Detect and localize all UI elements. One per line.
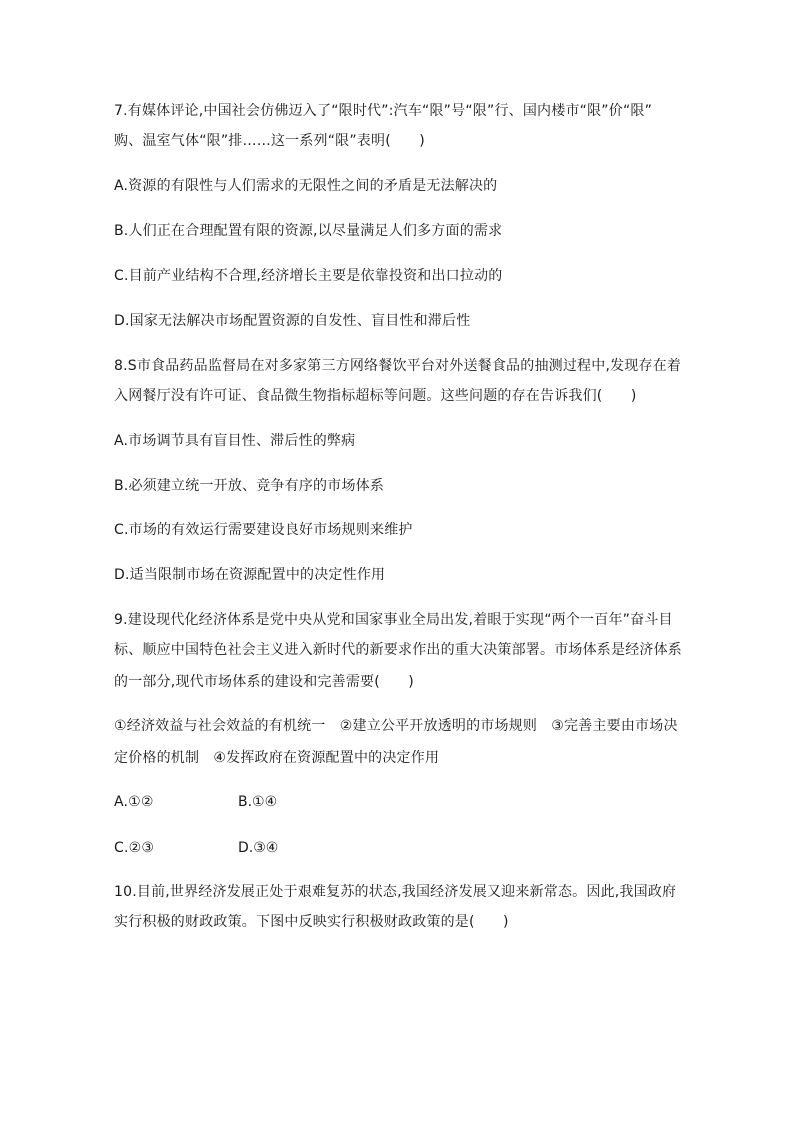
- q8-stem-line-2: 入网餐厅没有许可证、食品微生物指标超标等问题。这些问题的存在告诉我们( ): [114, 388, 637, 404]
- q8-option-d: D.适当限制市场在资源配置中的决定性作用: [114, 567, 386, 583]
- q9-stem-line-3: 的一部分,现代市场体系的建设和完善需要( ): [114, 674, 414, 690]
- q10-stem-line-1: 10.目前,世界经济发展正处于艰难复苏的状态,我国经济发展又迎来新常态。因此,我国政府: [114, 884, 677, 900]
- q7-option-a: A.资源的有限性与人们需求的无限性之间的矛盾是无法解决的: [114, 178, 498, 194]
- q9-option-d: D.③④: [238, 840, 279, 856]
- q10-stem-line-2: 实行积极的财政政策。下图中反映实行积极财政政策的是( ): [114, 914, 509, 930]
- q9-option-b: B.①④: [238, 794, 278, 810]
- q7-stem-line-1: 7.有媒体评论,中国社会仿佛迈入了“限时代”:汽车“限”号“限”行、国内楼市“限”价“限”: [114, 103, 653, 119]
- q9-items-line-2: 定价格的机制 ④发挥政府在资源配置中的决定作用: [114, 750, 440, 766]
- q9-option-a: A.①②: [114, 794, 154, 810]
- q8-option-c: C.市场的有效运行需要建设良好市场规则来维护: [114, 522, 413, 538]
- q9-stem-line-1: 9.建设现代化经济体系是党中央从党和国家事业全局出发,着眼于实现“两个一百年”奋斗目: [114, 612, 673, 628]
- q9-option-c: C.②③: [114, 840, 155, 856]
- q9-stem-line-2: 标、顺应中国特色社会主义进入新时代的新要求作出的重大决策部署。市场体系是经济体系: [114, 642, 682, 658]
- q7-option-d: D.国家无法解决市场配置资源的自发性、盲目性和滞后性: [114, 313, 471, 329]
- q7-option-c: C.目前产业结构不合理,经济增长主要是依靠投资和出口拉动的: [114, 268, 503, 284]
- q9-items-line-1: ①经济效益与社会效益的有机统一 ②建立公平开放透明的市场规则 ③完善主要由市场决: [114, 718, 678, 734]
- q7-option-b: B.人们正在合理配置有限的资源,以尽量满足人们多方面的需求: [114, 223, 503, 239]
- q7-stem-line-2: 购、温室气体“限”排……这一系列“限”表明( ): [114, 133, 425, 149]
- q8-option-a: A.市场调节具有盲目性、滞后性的弊病: [114, 433, 356, 449]
- q8-stem-line-1: 8.S市食品药品监督局在对多家第三方网络餐饮平台对外送餐食品的抽测过程中,发现存在着: [114, 358, 682, 374]
- q8-option-b: B.必须建立统一开放、竞争有序的市场体系: [114, 478, 385, 494]
